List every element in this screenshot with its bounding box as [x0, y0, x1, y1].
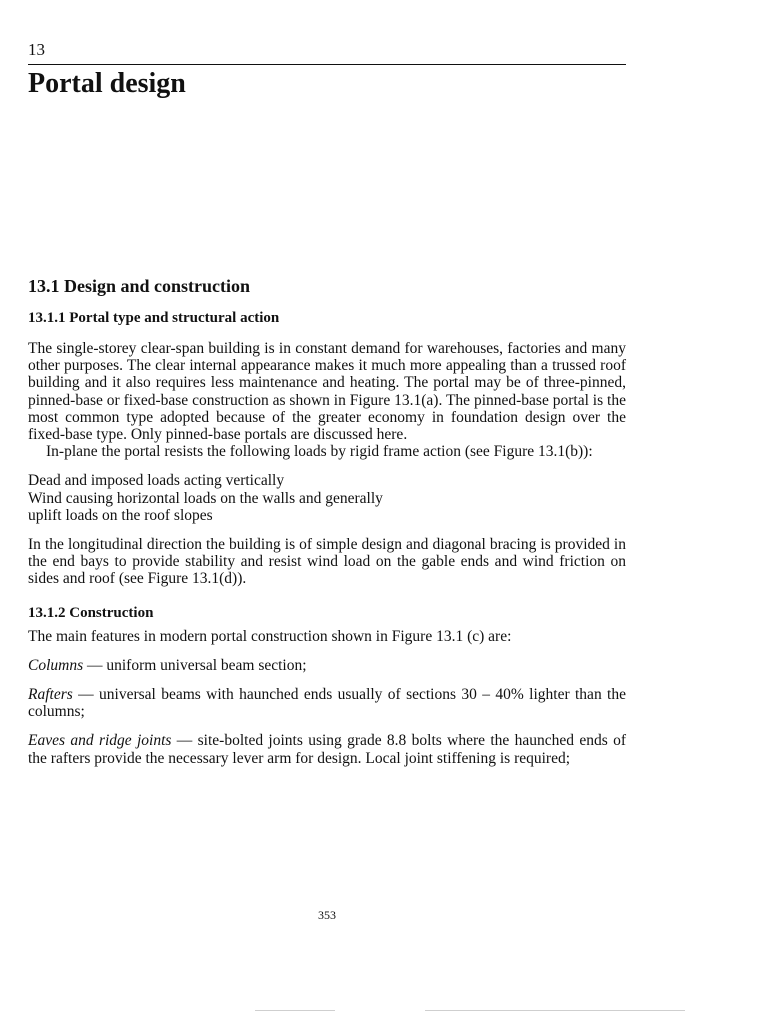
chapter-title: Portal design	[28, 68, 186, 99]
feature-text: — site-bolted joints using grade 8.8 bolts where the haunched ends of the rafters provide the necessary lever arm for design. Local joint stiffening is required;	[28, 732, 627, 767]
feature-columns	[28, 657, 626, 674]
subsection-heading-construction: 13.1.2 Construction	[28, 604, 154, 621]
feature-term: Columns	[28, 656, 84, 674]
feature-text: — uniform universal beam section;	[83, 656, 307, 674]
paragraph-in-plane: In-plane the portal resists the following loads by rigid frame action (see Figure 13.1(b)):	[46, 443, 593, 461]
feature-term: Rafters	[28, 686, 73, 704]
section-heading: 13.1 Design and construction	[28, 276, 251, 296]
document-page	[28, 40, 627, 922]
feature-term: Eaves and ridge joints	[28, 732, 172, 750]
load-list	[28, 472, 626, 524]
chapter-number: 13	[28, 40, 45, 59]
paragraph-longitudinal: In the longitudinal direction the building is of simple design and diagonal bracing is provided in the end bays to provide stability and resist wind load on the gable ends and wind friction on sides and roof (see Figure 13.1(d)).	[28, 536, 626, 588]
page-number: 353	[318, 908, 336, 922]
scan-artifact-line	[425, 1010, 685, 1011]
list-item: Wind causing horizontal loads on the walls and generally	[28, 489, 383, 507]
subsection-heading-portal-type: 13.1.1 Portal type and structural action	[28, 310, 280, 326]
header-rule	[28, 64, 626, 65]
list-item: uplift loads on the roof slopes	[28, 506, 213, 524]
paragraph-portal-intro: The single-storey clear-span building is in constant demand for warehouses, factories and many other purposes. The clear internal appearance makes it much more appealing than a trussed roof building and it also requires less maintenance and heating. The portal may be of three-pinned, pinned-base or fixed-base construction as shown in Figure 13.1(a). The pinned-base portal is the most common type adopted because of the greater economy in foundation design over the fixed-base type. Only pinned-base portals are discussed here.	[28, 340, 626, 444]
chapter-title-spacer	[28, 101, 626, 275]
feature-eaves-ridge	[28, 732, 626, 766]
feature-rafters	[28, 686, 626, 720]
feature-text: — universal beams with haunched ends usually of sections 30 – 40% lighter than the columns;	[28, 686, 626, 721]
scan-artifact-line	[255, 1010, 335, 1011]
paragraph-construction-intro: The main features in modern portal construction shown in Figure 13.1 (c) are:	[28, 627, 512, 645]
list-item: Dead and imposed loads acting vertically	[28, 472, 285, 490]
